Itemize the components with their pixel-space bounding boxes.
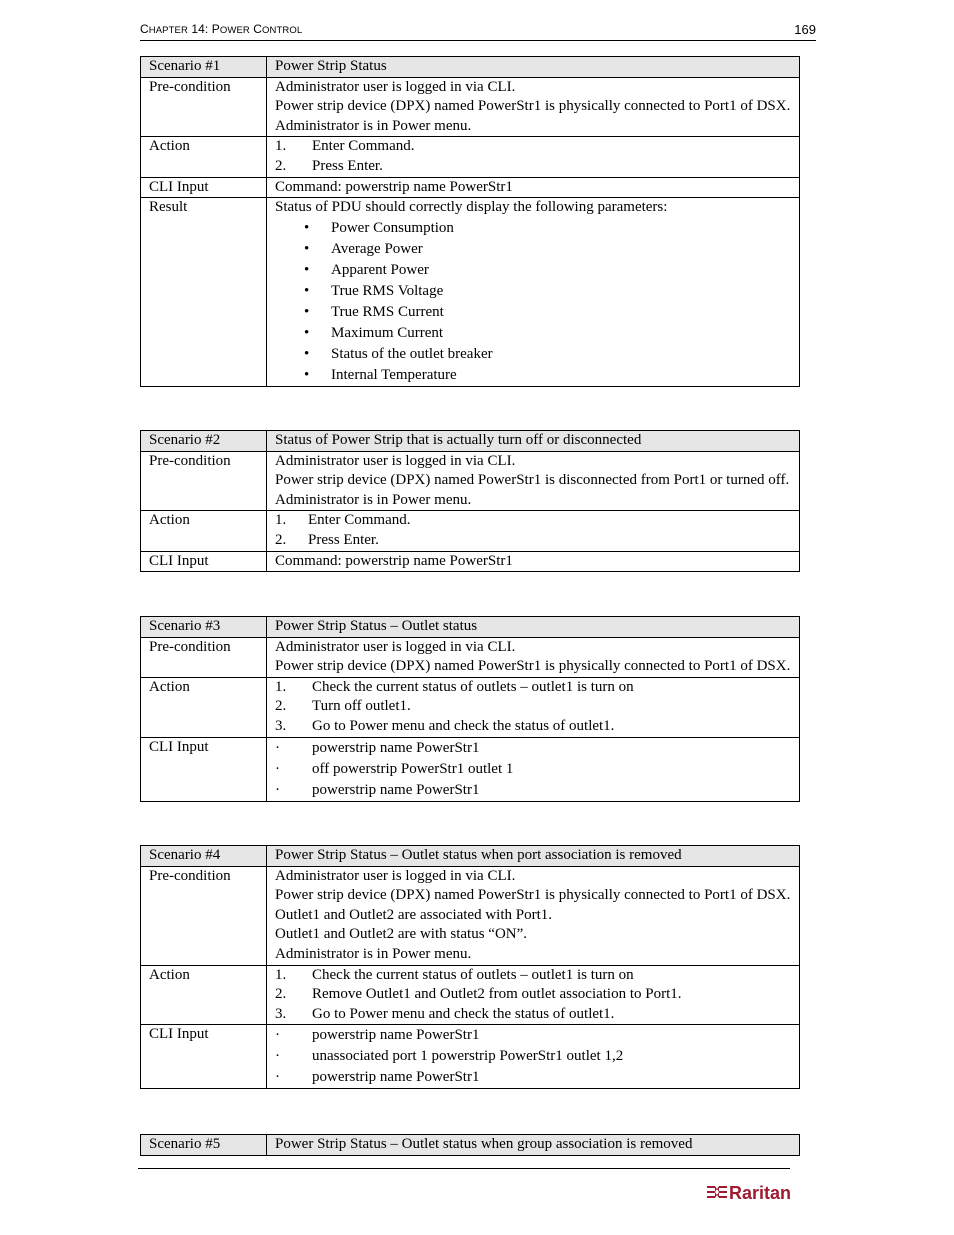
- list-item: • Internal Temperature: [275, 365, 791, 386]
- table-row: [141, 866, 800, 965]
- table-row: [141, 451, 800, 511]
- text-line: Administrator user is logged in via CLI.: [275, 452, 516, 469]
- row-label: CLI Input: [141, 1025, 267, 1089]
- list-item: • True RMS Current: [275, 302, 791, 323]
- table-row: [141, 137, 800, 177]
- cli-cell: Command: powerstrip name PowerStr1: [267, 551, 800, 572]
- text-line: Power strip device (DPX) named PowerStr1 is physically connected to Port1 of DSX.: [275, 658, 791, 675]
- footer-rule: [138, 1168, 790, 1169]
- table-row: [141, 511, 800, 551]
- scenario-id: Scenario #2: [141, 431, 267, 452]
- chapter-title: CHAPTER 14: POWER CONTROL: [140, 22, 303, 36]
- row-label: Result: [141, 198, 267, 387]
- row-label: Action: [141, 511, 267, 551]
- list-item: • Average Power: [275, 239, 791, 260]
- table-row: [141, 965, 800, 1025]
- scenario-title: Status of Power Strip that is actually turn off or disconnected: [267, 431, 800, 452]
- action-cell: [267, 511, 800, 551]
- list-item: · unassociated port 1 powerstrip PowerStr1 outlet 1,2: [275, 1048, 624, 1065]
- row-label: Pre-condition: [141, 77, 267, 137]
- text-line: Administrator user is logged in via CLI.: [275, 638, 516, 655]
- table-row: [141, 198, 800, 387]
- text-line: Power strip device (DPX) named PowerStr1 is disconnected from Port1 or turned off.: [275, 472, 790, 489]
- table-row: [141, 617, 800, 638]
- text-line: Status of PDU should correctly display the following parameters:: [275, 199, 668, 216]
- list-item: 1. Check the current status of outlets – outlet1 is turn on: [275, 966, 634, 983]
- table-row: [141, 637, 800, 677]
- scenario-id: Scenario #5: [141, 1135, 267, 1156]
- list-item: 2. Remove Outlet1 and Outlet2 from outlet association to Port1.: [275, 986, 682, 1003]
- row-label: Pre-condition: [141, 866, 267, 965]
- cli-cell: [267, 737, 800, 801]
- list-item: · powerstrip name PowerStr1: [275, 781, 480, 798]
- row-label: Pre-condition: [141, 637, 267, 677]
- page-header: [140, 22, 816, 41]
- table-row: [141, 431, 800, 452]
- list-item: 1. Enter Command.: [275, 512, 411, 529]
- scenario-title: Power Strip Status – Outlet status when group association is removed: [267, 1135, 800, 1156]
- scenario-table-3: [140, 616, 800, 802]
- action-cell: [267, 677, 800, 737]
- text-line: Power strip device (DPX) named PowerStr1 is physically connected to Port1 of DSX.: [275, 98, 791, 115]
- row-label: CLI Input: [141, 551, 267, 572]
- scenario-id: Scenario #1: [141, 57, 267, 78]
- text-line: Outlet1 and Outlet2 are with status “ON”.: [275, 926, 528, 943]
- list-item: · powerstrip name PowerStr1: [275, 1069, 480, 1086]
- list-item: 3. Go to Power menu and check the status of outlet1.: [275, 717, 615, 734]
- table-row: [141, 677, 800, 737]
- table-row: [141, 177, 800, 198]
- scenario-id: Scenario #4: [141, 846, 267, 867]
- action-cell: [267, 137, 800, 177]
- text-line: Administrator is in Power menu.: [275, 491, 472, 508]
- scenario-table-1: [140, 56, 800, 387]
- row-label: Action: [141, 965, 267, 1025]
- scenario-table-2: [140, 430, 800, 572]
- row-label: Action: [141, 677, 267, 737]
- raritan-logo: [706, 1180, 812, 1204]
- list-item: · powerstrip name PowerStr1: [275, 1027, 480, 1044]
- list-item: 2. Turn off outlet1.: [275, 698, 411, 715]
- table-row: [141, 77, 800, 137]
- table-row: [141, 737, 800, 801]
- row-label: CLI Input: [141, 737, 267, 801]
- precondition-cell: [267, 637, 800, 677]
- table-row: [141, 846, 800, 867]
- page-number: 169: [794, 22, 816, 37]
- text-line: Administrator user is logged in via CLI.: [275, 78, 516, 95]
- scenario-title: Power Strip Status – Outlet status: [267, 617, 800, 638]
- text-line: Power strip device (DPX) named PowerStr1 is physically connected to Port1 of DSX.: [275, 887, 791, 904]
- scenario-table-5: [140, 1134, 800, 1156]
- list-item: 1. Enter Command.: [275, 138, 415, 155]
- precondition-cell: [267, 77, 800, 137]
- list-item: • True RMS Voltage: [275, 281, 791, 302]
- list-item: • Status of the outlet breaker: [275, 344, 791, 365]
- list-item: 2. Press Enter.: [275, 531, 379, 548]
- svg-text:Raritan: Raritan: [729, 1183, 792, 1203]
- row-label: Pre-condition: [141, 451, 267, 511]
- list-item: • Apparent Power: [275, 260, 791, 281]
- table-row: [141, 1135, 800, 1156]
- scenario-id: Scenario #3: [141, 617, 267, 638]
- list-item: 1. Check the current status of outlets – outlet1 is turn on: [275, 678, 634, 695]
- list-item: · off powerstrip PowerStr1 outlet 1: [275, 760, 514, 777]
- text-line: Administrator is in Power menu.: [275, 117, 472, 134]
- list-item: • Power Consumption: [275, 218, 791, 239]
- list-item: 2. Press Enter.: [275, 157, 383, 174]
- scenario-title: Power Strip Status – Outlet status when port association is removed: [267, 846, 800, 867]
- row-label: CLI Input: [141, 177, 267, 198]
- list-item: · powerstrip name PowerStr1: [275, 739, 480, 756]
- cli-cell: [267, 1025, 800, 1089]
- result-list: [275, 218, 791, 386]
- precondition-cell: [267, 451, 800, 511]
- list-item: 3. Go to Power menu and check the status of outlet1.: [275, 1005, 615, 1022]
- cli-cell: Command: powerstrip name PowerStr1: [267, 177, 800, 198]
- text-line: Administrator user is logged in via CLI.: [275, 867, 516, 884]
- table-row: [141, 57, 800, 78]
- row-label: Action: [141, 137, 267, 177]
- table-row: [141, 551, 800, 572]
- action-cell: [267, 965, 800, 1025]
- text-line: Outlet1 and Outlet2 are associated with Port1.: [275, 906, 553, 923]
- text-line: Administrator is in Power menu.: [275, 945, 472, 962]
- table-row: [141, 1025, 800, 1089]
- result-cell: [267, 198, 800, 387]
- list-item: • Maximum Current: [275, 323, 791, 344]
- precondition-cell: [267, 866, 800, 965]
- scenario-title: Power Strip Status: [267, 57, 800, 78]
- scenario-table-4: [140, 845, 800, 1089]
